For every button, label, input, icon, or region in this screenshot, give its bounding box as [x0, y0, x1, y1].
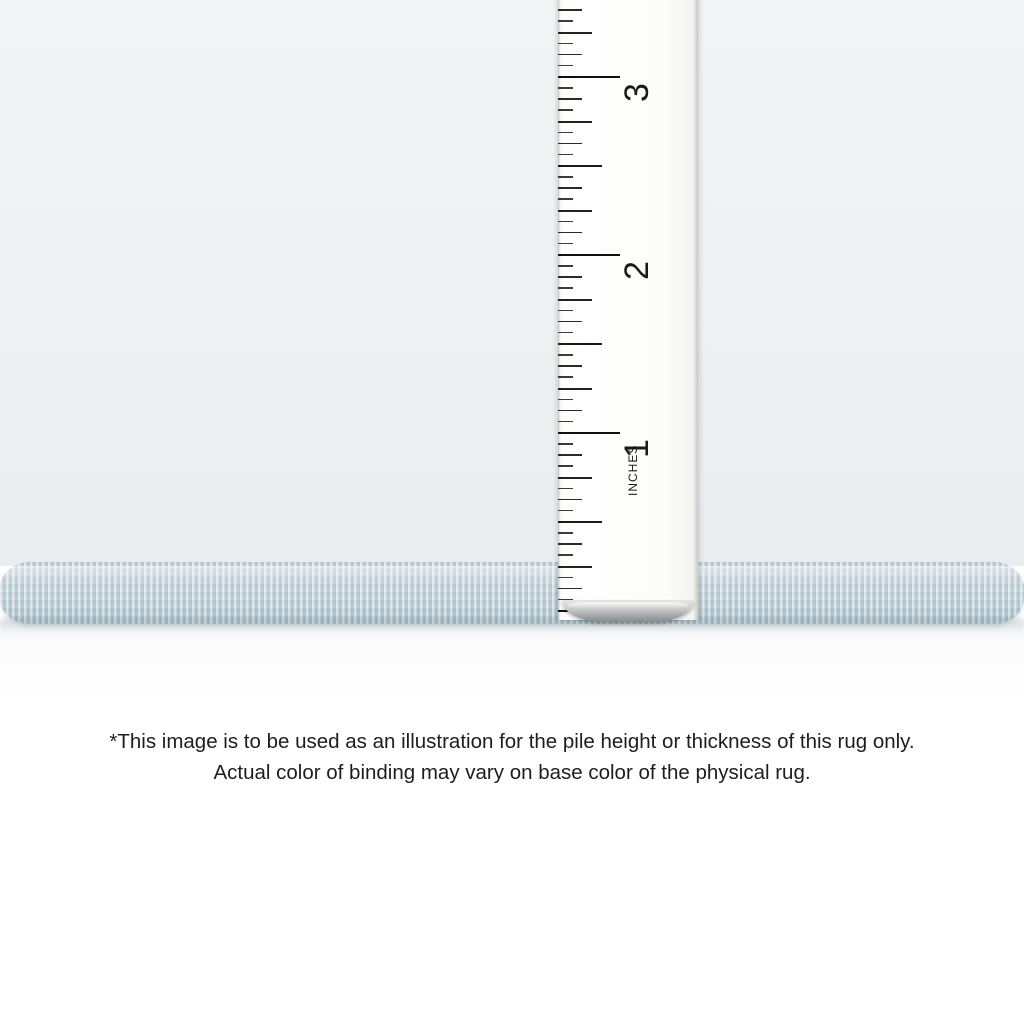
ruler-tick	[558, 121, 592, 123]
ruler-tick	[558, 421, 573, 423]
ruler-tick	[558, 198, 573, 200]
ruler-tick	[558, 465, 573, 467]
rug-highlight	[0, 566, 1024, 584]
rug-contact-shadow	[0, 618, 1024, 634]
ruler-tick	[558, 343, 602, 345]
ruler-tick	[558, 109, 573, 111]
tape-tip-sheen	[568, 602, 688, 609]
ruler-tick	[558, 143, 582, 145]
ruler-tick	[558, 87, 573, 89]
ruler-tick	[558, 254, 620, 256]
ruler-tick	[558, 165, 602, 167]
ruler-tick	[558, 287, 573, 289]
tape-measure-metal-tip	[562, 600, 694, 622]
ruler-tick	[558, 354, 573, 356]
ruler-tick	[558, 365, 582, 367]
ruler-tick	[558, 76, 620, 78]
ruler-tick	[558, 54, 582, 56]
ruler-unit-label: INCHES	[626, 444, 640, 496]
ruler-tick	[558, 588, 582, 590]
ruler-number-3: 3	[618, 83, 656, 102]
tape-measure	[558, 0, 698, 620]
rug-binding-edge	[0, 562, 1024, 624]
ruler-tick	[558, 310, 573, 312]
ruler-tick	[558, 98, 582, 100]
ruler-tick	[558, 299, 592, 301]
ruler-number-1: 1	[618, 439, 656, 458]
ruler-tick	[558, 543, 582, 545]
ruler-tick	[558, 187, 582, 189]
ruler-tick	[558, 443, 573, 445]
ruler-tick	[558, 399, 573, 401]
ruler-tick	[558, 432, 620, 434]
ruler-tick	[558, 454, 582, 456]
caption-line-2: Actual color of binding may vary on base color of the physical rug.	[213, 761, 811, 784]
ruler-tick	[558, 388, 592, 390]
tape-right-edge	[693, 0, 698, 620]
ruler-tick	[558, 65, 573, 67]
ruler-tick	[558, 332, 573, 334]
ruler-tick	[558, 410, 582, 412]
ruler-tick	[558, 32, 592, 34]
ruler-tick	[558, 376, 573, 378]
ruler-tick	[558, 176, 573, 178]
ruler-tick	[558, 43, 573, 45]
ruler-tick	[558, 477, 592, 479]
ruler-tick	[558, 132, 573, 134]
ruler-tick	[558, 488, 573, 490]
caption-text	[0, 726, 1024, 788]
ruler-tick	[558, 577, 573, 579]
ruler-tick	[558, 221, 573, 223]
ruler-tick	[558, 265, 573, 267]
ruler-tick	[558, 9, 582, 11]
ruler-tick	[558, 532, 573, 534]
ruler-tick	[558, 210, 592, 212]
ruler-tick	[558, 510, 573, 512]
ruler-number-2: 2	[618, 261, 656, 280]
ruler-tick	[558, 154, 573, 156]
ruler-tick	[558, 321, 582, 323]
ruler-tick	[558, 521, 602, 523]
ruler-tick	[558, 554, 573, 556]
caption-line-1: *This image is to be used as an illustration for the pile height or thickness of this rug only.	[109, 730, 915, 753]
ruler-tick	[558, 20, 573, 22]
ruler-tick	[558, 243, 573, 245]
ruler-tick	[558, 276, 582, 278]
ruler-tick	[558, 566, 592, 568]
ruler-tick	[558, 499, 582, 501]
ruler-tick	[558, 232, 582, 234]
